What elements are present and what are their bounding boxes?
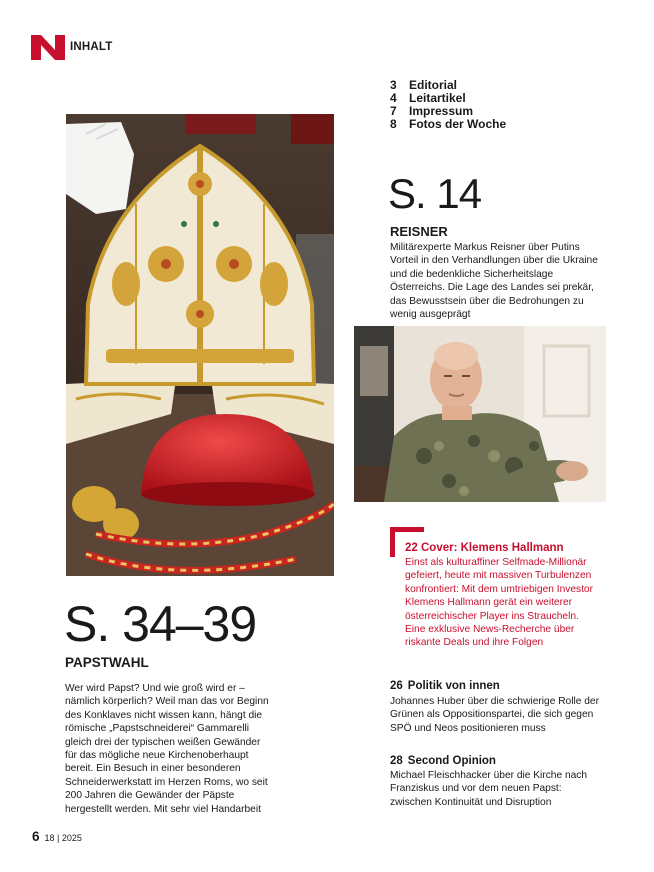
index-item[interactable]: 3 Editorial	[390, 78, 458, 92]
index-item-politik[interactable]: 26 Politik von innen	[390, 680, 500, 692]
section-label: INHALT	[70, 41, 113, 53]
short-index	[390, 79, 506, 131]
page-ref-reisner[interactable]: S. 14	[388, 170, 482, 217]
reisner-photo[interactable]	[354, 326, 606, 502]
index-item[interactable]: 8 Fotos der Woche	[390, 117, 507, 131]
politik-teaser: Johannes Huber über die schwierige Rolle der Grünen als Oppositionspartei, die sich gegen SPÖ und Neos positionieren muss	[390, 696, 599, 734]
reisner-illustration	[354, 326, 606, 502]
index-item[interactable]: 7 Impressum	[390, 104, 474, 118]
page-ref-papstwahl[interactable]: S. 34–39	[64, 596, 257, 652]
reisner-title: REISNER	[390, 224, 448, 239]
index-item[interactable]: 4 Leitartikel	[390, 91, 466, 105]
page-number: 6	[32, 829, 40, 844]
mitre-illustration	[66, 114, 334, 576]
papstwahl-teaser: Wer wird Papst? Und wie groß wird er – nämlich körperlich? Weil man das vor Beginn des Konklaves nicht wissen kann, hängt die römische „Papstschneiderei“ Gammarelli gleich drei der typischen weißen Gewänder für das mögliche neue Kirchenoberhaupt bereit. Ein Besuch in einer besonderen Schneiderwerkstatt im Herzen Roms, wo seit 200 Jahren die Gewänder der Päpste hergestellt werden. Mit sehr viel Handarbeit	[65, 683, 269, 815]
issue-number: 18 | 2025	[44, 833, 82, 843]
index-item-second-opinion[interactable]: 28 Second Opinion	[390, 755, 496, 767]
papstwahl-title: PAPSTWAHL	[65, 655, 149, 670]
page-footer	[32, 829, 82, 844]
mitre-photo[interactable]	[66, 114, 334, 576]
cover-story-teaser: Einst als kulturaffiner Selfmade-Millionär gefeiert, heute mit massiven Turbulenzen konfrontiert: Mit dem umtriebigen Investor Klemens Hallmann gerät ein weiterer österreichischer Player ins Straucheln. Eine exklusive News-Recherche über riskante Deals und ihre Folgen	[405, 557, 593, 649]
reisner-teaser: Militärexperte Markus Reisner über Putins Vorteil in den Verhandlungen über die Ukraine und die bedenkliche Sicherheitslage Österreichs. Die Lage des Landes sei prekär, das Bewusstsein über die Bedrohungen zu wenig ausgeprägt	[390, 242, 598, 321]
second-opinion-teaser: Michael Fleischhacker über die Kirche nach Franziskus und vor dem neuen Papst: zwischen Kontinuität und Disruption	[390, 770, 588, 808]
cover-story-title[interactable]: 22 Cover: Klemens Hallmann	[405, 542, 564, 554]
news-logo[interactable]	[31, 35, 65, 60]
